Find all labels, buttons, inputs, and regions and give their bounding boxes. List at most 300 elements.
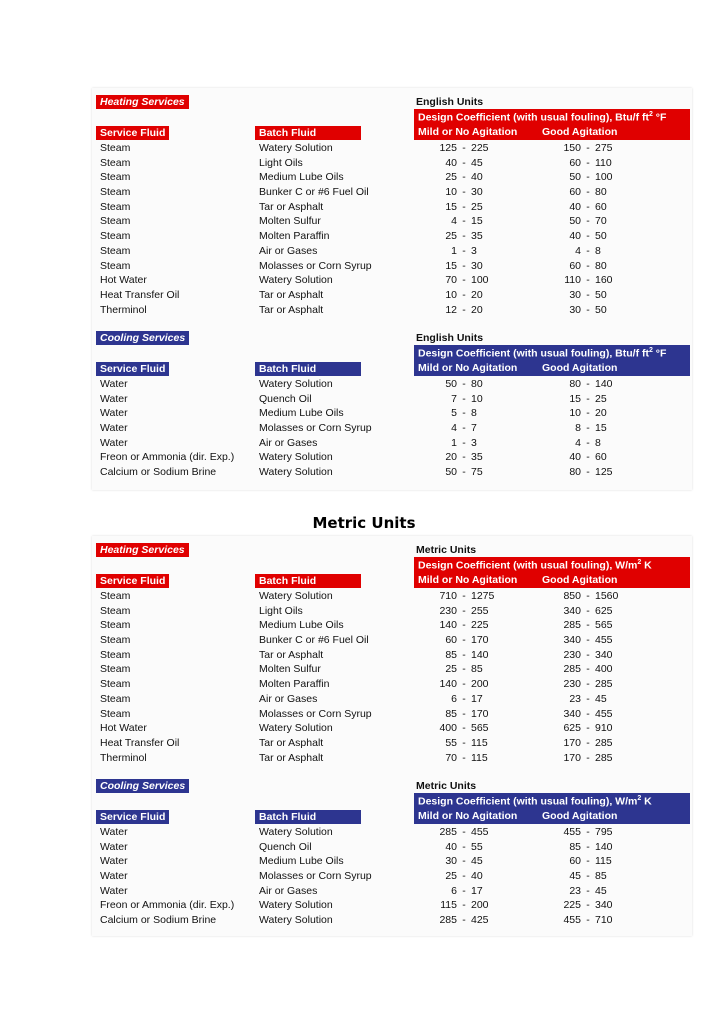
good-min-cell: 23 <box>569 884 581 897</box>
mild-min-cell: 6 <box>451 884 457 897</box>
batch-fluid-cell: Medium Lube Oils <box>259 619 344 632</box>
table-row <box>92 604 692 619</box>
mild-min-cell: 1 <box>451 244 457 257</box>
mild-min-cell: 10 <box>445 186 457 199</box>
table-row <box>92 736 692 751</box>
mild-max-cell: 20 <box>471 288 483 301</box>
mild-min-cell: 140 <box>439 619 457 632</box>
mild-min-cell: 50 <box>445 378 457 390</box>
mild-max-cell: 100 <box>471 274 489 287</box>
mild-max-cell: 115 <box>471 751 488 764</box>
batch-fluid-cell: Watery Solution <box>259 142 333 154</box>
service-fluid-cell: Steam <box>100 142 131 154</box>
good-min-cell: 340 <box>563 604 581 617</box>
range-dash: - <box>586 678 590 691</box>
mild-max-cell: 30 <box>471 186 483 199</box>
range-dash: - <box>586 736 590 749</box>
range-dash: - <box>462 604 466 617</box>
mild-max-cell: 1275 <box>471 590 495 602</box>
cooling-services-tag: Cooling Services <box>96 331 189 345</box>
batch-fluid-cell: Watery Solution <box>259 466 333 479</box>
batch-fluid-cell: Molten Sulfur <box>259 663 321 676</box>
service-fluid-header: Service Fluid <box>96 362 169 376</box>
good-max-cell: 15 <box>595 422 607 435</box>
mild-max-cell: 40 <box>471 870 483 883</box>
mild-min-cell: 25 <box>445 663 457 676</box>
good-min-cell: 60 <box>569 156 581 169</box>
service-fluid-cell: Water <box>100 870 128 883</box>
mild-max-cell: 17 <box>471 884 483 897</box>
range-dash: - <box>462 200 466 213</box>
good-min-cell: 340 <box>563 707 581 720</box>
range-dash: - <box>586 259 590 272</box>
mild-max-cell: 35 <box>471 230 483 243</box>
batch-fluid-cell: Air or Gases <box>259 244 318 257</box>
service-fluid-cell: Calcium or Sodium Brine <box>100 466 217 479</box>
good-min-cell: 150 <box>563 142 581 154</box>
table-row <box>92 840 692 855</box>
batch-fluid-cell: Molasses or Corn Syrup <box>259 422 372 435</box>
service-fluid-cell: Steam <box>100 604 131 617</box>
mild-min-cell: 60 <box>445 634 457 647</box>
mild-agitation-header: Mild or No Agitation <box>418 362 518 374</box>
range-dash: - <box>586 466 590 479</box>
table-row <box>92 662 692 677</box>
mild-max-cell: 8 <box>471 407 477 420</box>
table-row <box>92 465 692 480</box>
mild-max-cell: 170 <box>471 707 489 720</box>
good-max-cell: 795 <box>595 826 613 838</box>
good-max-cell: 1560 <box>595 590 619 602</box>
table-row <box>92 707 692 722</box>
table-row <box>92 677 692 692</box>
range-dash: - <box>462 634 466 647</box>
range-dash: - <box>586 914 590 927</box>
table-row <box>92 825 692 840</box>
range-dash: - <box>462 678 466 691</box>
range-dash: - <box>586 692 590 705</box>
good-max-cell: 710 <box>595 914 613 927</box>
range-dash: - <box>462 466 466 479</box>
good-min-cell: 850 <box>563 590 581 602</box>
service-fluid-cell: Steam <box>100 707 131 720</box>
good-agitation-header: Good Agitation <box>542 126 618 138</box>
good-min-cell: 170 <box>563 751 581 764</box>
good-max-cell: 70 <box>595 215 607 228</box>
service-fluid-cell: Water <box>100 392 128 405</box>
table-row <box>92 259 692 274</box>
table-row <box>92 633 692 648</box>
service-fluid-cell: Water <box>100 884 128 897</box>
table-row <box>92 913 692 928</box>
design-coefficient-header <box>414 557 690 588</box>
range-dash: - <box>462 826 466 838</box>
mild-min-cell: 400 <box>439 722 457 735</box>
mild-min-cell: 5 <box>451 407 457 420</box>
table-row <box>92 421 692 436</box>
range-dash: - <box>462 244 466 257</box>
range-dash: - <box>586 200 590 213</box>
good-agitation-header: Good Agitation <box>542 362 618 374</box>
range-dash: - <box>462 884 466 897</box>
table-row <box>92 406 692 421</box>
range-dash: - <box>462 840 466 853</box>
range-dash: - <box>586 288 590 301</box>
good-max-cell: 285 <box>595 736 613 749</box>
good-max-cell: 455 <box>595 707 613 720</box>
good-max-cell: 110 <box>595 156 612 169</box>
range-dash: - <box>586 244 590 257</box>
table-row <box>92 185 692 200</box>
good-min-cell: 8 <box>575 422 581 435</box>
batch-fluid-cell: Molasses or Corn Syrup <box>259 259 372 272</box>
batch-fluid-header: Batch Fluid <box>255 126 361 140</box>
table-row <box>92 854 692 869</box>
service-fluid-cell: Freon or Ammonia (dir. Exp.) <box>100 451 235 464</box>
batch-fluid-cell: Watery Solution <box>259 451 333 464</box>
mild-min-cell: 30 <box>445 855 457 868</box>
metric-units-table <box>92 536 692 936</box>
good-max-cell: 125 <box>595 466 613 479</box>
mild-max-cell: 3 <box>471 244 477 257</box>
range-dash: - <box>586 142 590 154</box>
table-row <box>92 214 692 229</box>
table-row <box>92 884 692 899</box>
good-max-cell: 45 <box>595 884 607 897</box>
units-label: Metric Units <box>416 544 477 556</box>
batch-fluid-cell: Watery Solution <box>259 590 333 602</box>
good-max-cell: 100 <box>595 171 613 184</box>
range-dash: - <box>586 230 590 243</box>
mild-max-cell: 200 <box>471 678 489 691</box>
table-row <box>92 721 692 736</box>
service-fluid-cell: Heat Transfer Oil <box>100 736 180 749</box>
mild-max-cell: 55 <box>471 840 483 853</box>
service-fluid-cell: Therminol <box>100 303 147 316</box>
service-fluid-cell: Therminol <box>100 751 147 764</box>
mild-min-cell: 1 <box>451 436 457 449</box>
service-fluid-header: Service Fluid <box>96 574 169 588</box>
good-min-cell: 4 <box>575 244 581 257</box>
table-row <box>92 141 692 156</box>
service-fluid-cell: Heat Transfer Oil <box>100 288 180 301</box>
design-coefficient-label: Design Coefficient (with usual fouling), Btu/f $ft^2$ °F <box>418 111 667 124</box>
good-min-cell: 4 <box>575 436 581 449</box>
range-dash: - <box>586 303 590 316</box>
batch-fluid-cell: Watery Solution <box>259 826 333 838</box>
service-fluid-cell: Calcium or Sodium Brine <box>100 914 217 927</box>
range-dash: - <box>462 156 466 169</box>
unit-exponent: 2 <box>637 795 642 802</box>
mild-max-cell: 45 <box>471 156 483 169</box>
mild-max-cell: 255 <box>471 604 489 617</box>
range-dash: - <box>586 590 590 602</box>
service-fluid-cell: Steam <box>100 230 131 243</box>
good-min-cell: 23 <box>569 692 581 705</box>
batch-fluid-cell: Light Oils <box>259 604 303 617</box>
mild-min-cell: 230 <box>439 604 457 617</box>
design-coefficient-header <box>414 345 690 376</box>
table-rows <box>92 141 692 317</box>
range-dash: - <box>586 436 590 449</box>
batch-fluid-cell: Tar or Asphalt <box>259 303 324 316</box>
batch-fluid-cell: Air or Gases <box>259 884 318 897</box>
range-dash: - <box>462 215 466 228</box>
batch-fluid-cell: Watery Solution <box>259 274 333 287</box>
good-max-cell: 50 <box>595 288 607 301</box>
table-rows <box>92 589 692 765</box>
good-min-cell: 60 <box>569 186 581 199</box>
mild-min-cell: 15 <box>445 259 457 272</box>
design-coefficient-label: Design Coefficient (with usual fouling), Btu/f $ft^2$ °F <box>418 347 667 360</box>
good-agitation-header: Good Agitation <box>542 574 618 586</box>
mild-max-cell: 20 <box>471 303 483 316</box>
batch-fluid-cell: Molten Sulfur <box>259 215 321 228</box>
good-max-cell: 50 <box>595 303 607 316</box>
good-max-cell: 60 <box>595 200 607 213</box>
batch-fluid-cell: Molasses or Corn Syrup <box>259 707 372 720</box>
mild-min-cell: 12 <box>445 303 457 316</box>
design-coefficient-header <box>414 109 690 140</box>
table-row <box>92 898 692 913</box>
english-units-table <box>92 88 692 490</box>
mild-max-cell: 75 <box>471 466 483 479</box>
good-max-cell: 45 <box>595 692 607 705</box>
range-dash: - <box>462 590 466 602</box>
table-row <box>92 200 692 215</box>
mild-min-cell: 140 <box>439 678 457 691</box>
mild-min-cell: 85 <box>445 707 457 720</box>
mild-max-cell: 80 <box>471 378 483 390</box>
good-min-cell: 625 <box>563 722 581 735</box>
good-max-cell: 115 <box>595 855 612 868</box>
good-min-cell: 80 <box>569 378 581 390</box>
service-fluid-cell: Water <box>100 422 128 435</box>
good-min-cell: 10 <box>569 407 581 420</box>
mild-min-cell: 4 <box>451 422 457 435</box>
units-label: English Units <box>416 96 484 108</box>
service-fluid-header: Service Fluid <box>96 810 169 824</box>
good-max-cell: 400 <box>595 663 613 676</box>
heating-services-tag: Heating Services <box>96 95 189 109</box>
range-dash: - <box>462 436 466 449</box>
batch-fluid-cell: Watery Solution <box>259 914 333 927</box>
good-max-cell: 140 <box>595 840 613 853</box>
service-fluid-cell: Steam <box>100 619 131 632</box>
good-max-cell: 80 <box>595 259 607 272</box>
table-rows <box>92 377 692 480</box>
good-min-cell: 50 <box>569 171 581 184</box>
range-dash: - <box>586 392 590 405</box>
good-max-cell: 20 <box>595 407 607 420</box>
good-max-cell: 340 <box>595 899 613 912</box>
good-min-cell: 230 <box>563 678 581 691</box>
mild-max-cell: 10 <box>471 392 483 405</box>
mild-max-cell: 565 <box>471 722 489 735</box>
good-min-cell: 60 <box>569 855 581 868</box>
batch-fluid-cell: Molasses or Corn Syrup <box>259 870 372 883</box>
mild-min-cell: 10 <box>445 288 457 301</box>
good-min-cell: 230 <box>563 648 581 661</box>
table-row <box>92 648 692 663</box>
good-min-cell: 80 <box>569 466 581 479</box>
range-dash: - <box>462 142 466 154</box>
good-min-cell: 40 <box>569 200 581 213</box>
service-fluid-cell: Water <box>100 855 128 868</box>
range-dash: - <box>462 274 466 287</box>
mild-max-cell: 35 <box>471 451 483 464</box>
service-fluid-cell: Steam <box>100 678 131 691</box>
table-row <box>92 156 692 171</box>
cooling-services-tag: Cooling Services <box>96 779 189 793</box>
range-dash: - <box>462 619 466 632</box>
units-label: Metric Units <box>416 780 477 792</box>
table-row <box>92 244 692 259</box>
batch-fluid-cell: Watery Solution <box>259 722 333 735</box>
mild-min-cell: 115 <box>440 899 457 912</box>
range-dash: - <box>586 722 590 735</box>
unit-exponent: 2 <box>648 347 653 354</box>
batch-fluid-cell: Molten Paraffin <box>259 230 330 243</box>
mild-min-cell: 125 <box>439 142 457 154</box>
design-coefficient-label: Design Coefficient (with usual fouling), $W/m^2$ K <box>418 559 652 572</box>
range-dash: - <box>586 619 590 632</box>
range-dash: - <box>586 634 590 647</box>
range-dash: - <box>462 899 466 912</box>
mild-min-cell: 25 <box>445 171 457 184</box>
table-row <box>92 288 692 303</box>
service-fluid-cell: Steam <box>100 648 131 661</box>
mild-max-cell: 85 <box>471 663 483 676</box>
range-dash: - <box>462 303 466 316</box>
mild-max-cell: 7 <box>471 422 477 435</box>
range-dash: - <box>586 604 590 617</box>
range-dash: - <box>462 648 466 661</box>
good-min-cell: 15 <box>569 392 581 405</box>
good-min-cell: 40 <box>569 230 581 243</box>
unit-exponent: 2 <box>648 111 653 118</box>
batch-fluid-cell: Tar or Asphalt <box>259 288 324 301</box>
range-dash: - <box>586 751 590 764</box>
mild-min-cell: 70 <box>445 751 457 764</box>
good-min-cell: 85 <box>569 840 581 853</box>
good-max-cell: 275 <box>595 142 613 154</box>
range-dash: - <box>586 215 590 228</box>
batch-fluid-header: Batch Fluid <box>255 574 361 588</box>
service-fluid-cell: Steam <box>100 156 131 169</box>
table-row <box>92 273 692 288</box>
range-dash: - <box>586 840 590 853</box>
range-dash: - <box>586 186 590 199</box>
service-fluid-cell: Steam <box>100 244 131 257</box>
range-dash: - <box>586 663 590 676</box>
mild-min-cell: 7 <box>451 392 457 405</box>
service-fluid-cell: Water <box>100 378 128 390</box>
service-fluid-cell: Water <box>100 436 128 449</box>
mild-max-cell: 225 <box>471 142 489 154</box>
batch-fluid-cell: Medium Lube Oils <box>259 171 344 184</box>
service-fluid-cell: Steam <box>100 590 131 602</box>
heating-services-tag: Heating Services <box>96 543 189 557</box>
range-dash: - <box>462 288 466 301</box>
mild-min-cell: 85 <box>445 648 457 661</box>
good-min-cell: 110 <box>564 274 581 287</box>
good-max-cell: 80 <box>595 186 607 199</box>
range-dash: - <box>586 422 590 435</box>
good-max-cell: 285 <box>595 751 613 764</box>
batch-fluid-cell: Quench Oil <box>259 392 312 405</box>
good-max-cell: 565 <box>595 619 613 632</box>
mild-max-cell: 455 <box>471 826 489 838</box>
section-title: Metric Units <box>312 514 416 532</box>
good-agitation-header: Good Agitation <box>542 810 618 822</box>
good-min-cell: 30 <box>569 288 581 301</box>
mild-max-cell: 425 <box>471 914 489 927</box>
service-fluid-cell: Freon or Ammonia (dir. Exp.) <box>100 899 235 912</box>
good-max-cell: 140 <box>595 378 613 390</box>
mild-max-cell: 15 <box>471 215 483 228</box>
range-dash: - <box>586 274 590 287</box>
range-dash: - <box>586 378 590 390</box>
table-row <box>92 436 692 451</box>
range-dash: - <box>462 707 466 720</box>
unit-exponent: 2 <box>637 559 642 566</box>
batch-fluid-cell: Tar or Asphalt <box>259 751 324 764</box>
good-min-cell: 40 <box>569 451 581 464</box>
range-dash: - <box>462 692 466 705</box>
range-dash: - <box>462 186 466 199</box>
batch-fluid-cell: Bunker C or #6 Fuel Oil <box>259 186 369 199</box>
range-dash: - <box>462 855 466 868</box>
mild-min-cell: 4 <box>451 215 457 228</box>
good-max-cell: 85 <box>595 870 607 883</box>
service-fluid-cell: Steam <box>100 259 131 272</box>
mild-max-cell: 45 <box>471 855 483 868</box>
range-dash: - <box>586 884 590 897</box>
service-fluid-cell: Water <box>100 407 128 420</box>
batch-fluid-cell: Tar or Asphalt <box>259 736 324 749</box>
range-dash: - <box>586 171 590 184</box>
range-dash: - <box>462 422 466 435</box>
batch-fluid-cell: Air or Gases <box>259 692 318 705</box>
service-fluid-cell: Water <box>100 840 128 853</box>
service-fluid-header: Service Fluid <box>96 126 169 140</box>
mild-max-cell: 225 <box>471 619 489 632</box>
good-max-cell: 455 <box>595 634 613 647</box>
range-dash: - <box>462 407 466 420</box>
range-dash: - <box>462 870 466 883</box>
range-dash: - <box>586 870 590 883</box>
mild-min-cell: 285 <box>439 914 457 927</box>
range-dash: - <box>462 736 466 749</box>
range-dash: - <box>462 914 466 927</box>
mild-min-cell: 50 <box>445 466 457 479</box>
table-row <box>92 751 692 766</box>
mild-agitation-header: Mild or No Agitation <box>418 126 518 138</box>
good-min-cell: 285 <box>563 663 581 676</box>
good-min-cell: 45 <box>569 870 581 883</box>
mild-min-cell: 25 <box>445 230 457 243</box>
range-dash: - <box>586 407 590 420</box>
range-dash: - <box>462 171 466 184</box>
range-dash: - <box>462 722 466 735</box>
good-max-cell: 910 <box>595 722 613 735</box>
table-rows <box>92 825 692 928</box>
mild-max-cell: 3 <box>471 436 477 449</box>
service-fluid-cell: Hot Water <box>100 722 147 735</box>
table-row <box>92 618 692 633</box>
good-min-cell: 60 <box>569 259 581 272</box>
